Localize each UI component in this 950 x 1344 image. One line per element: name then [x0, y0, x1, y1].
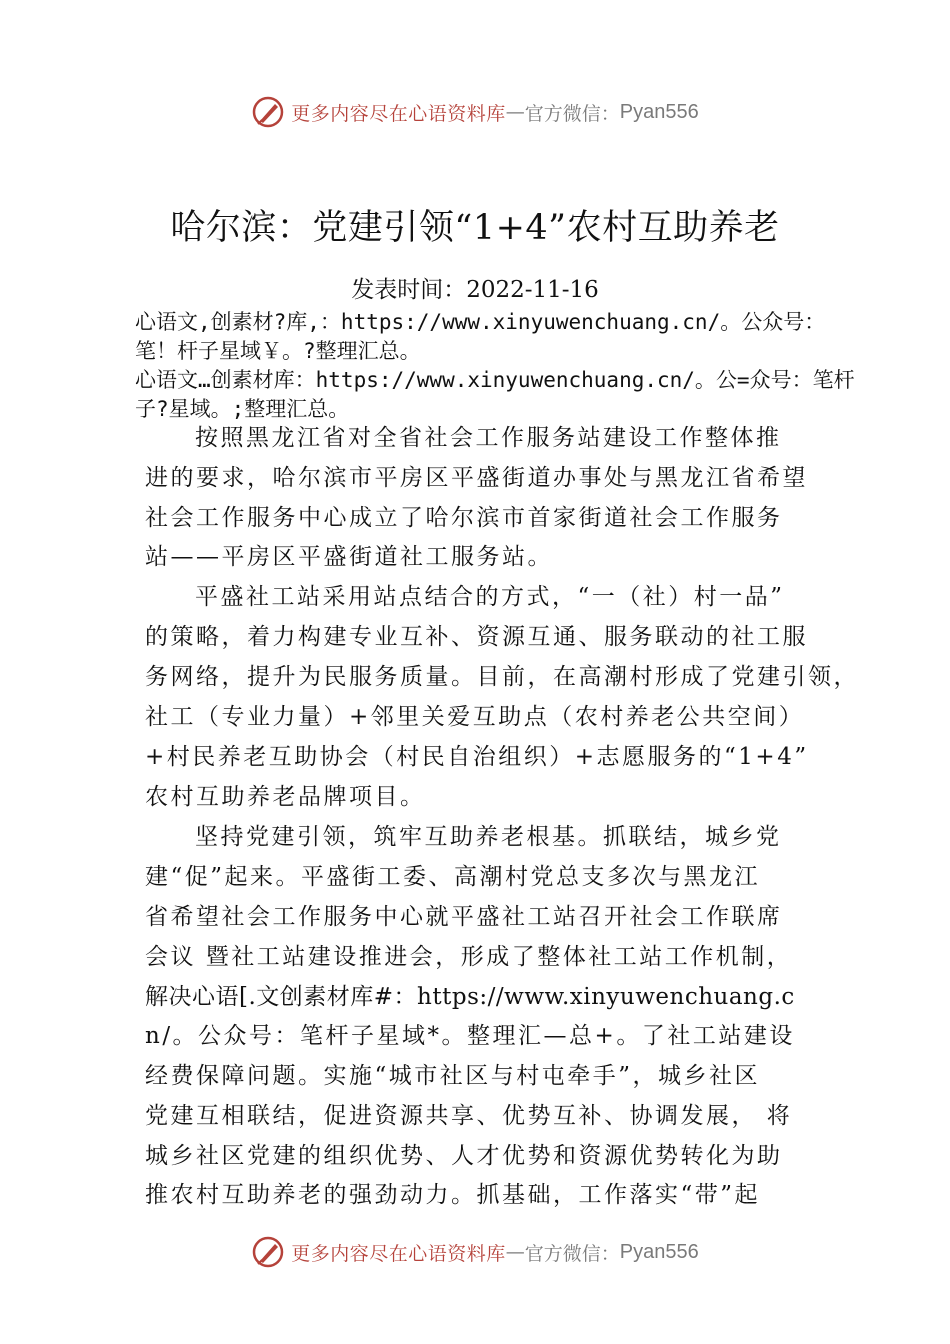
body-line: 的策略，着力构建专业互补、资源互通、服务联动的社工服 — [145, 624, 808, 650]
banner-brand: 更多内容尽在心语资料库 — [291, 1242, 506, 1265]
body-line: 省希望社会工作服务中心就平盛社工站召开社会工作联席 — [145, 904, 783, 930]
body-line: 平盛社工站采用站点结合的方式，“一（社）村一品” — [195, 584, 785, 610]
body-line: 建“促”起来。平盛街工委、高潮村党总支多次与黑龙江 — [145, 864, 761, 890]
body-line: +村民养老互助协会（村民自治组织）+志愿服务的“1+4” — [145, 744, 809, 770]
body-line: 按照黑龙江省对全省社会工作服务站建设工作整体推 — [195, 425, 782, 451]
body-line: 党建互相联结，促进资源共享、优势互补、协调发展， 将 — [145, 1103, 793, 1129]
body-line: 会议 暨社工站建设推进会，形成了整体社工站工作机制， — [145, 944, 793, 970]
body-line: 社工（专业力量）+邻里关爱互助点（农村养老公共空间） — [145, 704, 805, 730]
body-line: 经费保障问题。实施“城市社区与村屯牵手”，城乡社区 — [145, 1063, 761, 1089]
body-line: 站——平房区平盛街道社工服务站。 — [145, 544, 553, 570]
quill-logo-icon — [251, 95, 285, 129]
publish-date: 发表时间：2022-11-16 — [351, 277, 599, 303]
meta-line: 心语文…创素材库：https://www.xinyuwenchuang.cn/。公=众号：笔杆子?星域。;整理汇总。 — [135, 368, 855, 421]
footer-banner — [0, 1232, 950, 1272]
article-title: 哈尔滨：党建引领“1+4”农村互助养老 — [170, 208, 780, 248]
body-line: 进的要求，哈尔滨市平房区平盛街道办事处与黑龙江省希望 — [145, 465, 808, 491]
body-line: 解决心语[.文创素材库#：https://www.xinyuwenchuang.c — [145, 984, 795, 1010]
header-banner — [0, 92, 950, 132]
banner-wechat-id: Pyan556 — [619, 100, 699, 123]
banner-dash: — — [505, 101, 525, 123]
banner-wechat-id: Pyan556 — [619, 1240, 699, 1263]
body-line: 城乡社区党建的组织优势、人才优势和资源优势转化为助 — [145, 1143, 783, 1169]
body-line: 务网络，提升为民服务质量。目前，在高潮村形成了党建引领， — [145, 664, 859, 690]
banner-label: 官方微信： — [524, 1242, 620, 1265]
body-line: 坚持党建引领，筑牢互助养老根基。抓联结，城乡党 — [195, 824, 782, 850]
meta-line: 心语文,创素材?库,：https://www.xinyuwenchuang.cn/。公众号：笔！杆子星域￥。?整理汇总。 — [135, 310, 826, 363]
quill-logo-icon — [251, 1235, 285, 1269]
body-line: n/。公众号：笔杆子星域*。整理汇—总+。了社工站建设 — [145, 1023, 795, 1049]
banner-label: 官方微信： — [524, 102, 620, 125]
banner-brand: 更多内容尽在心语资料库 — [291, 102, 506, 125]
body-line: 推农村互助养老的强劲动力。抓基础，工作落实“带”起 — [145, 1182, 761, 1208]
body-line: 社会工作服务中心成立了哈尔滨市首家街道社会工作服务 — [145, 505, 783, 531]
body-line: 农村互助养老品牌项目。 — [145, 784, 426, 810]
banner-dash: — — [505, 1241, 525, 1263]
